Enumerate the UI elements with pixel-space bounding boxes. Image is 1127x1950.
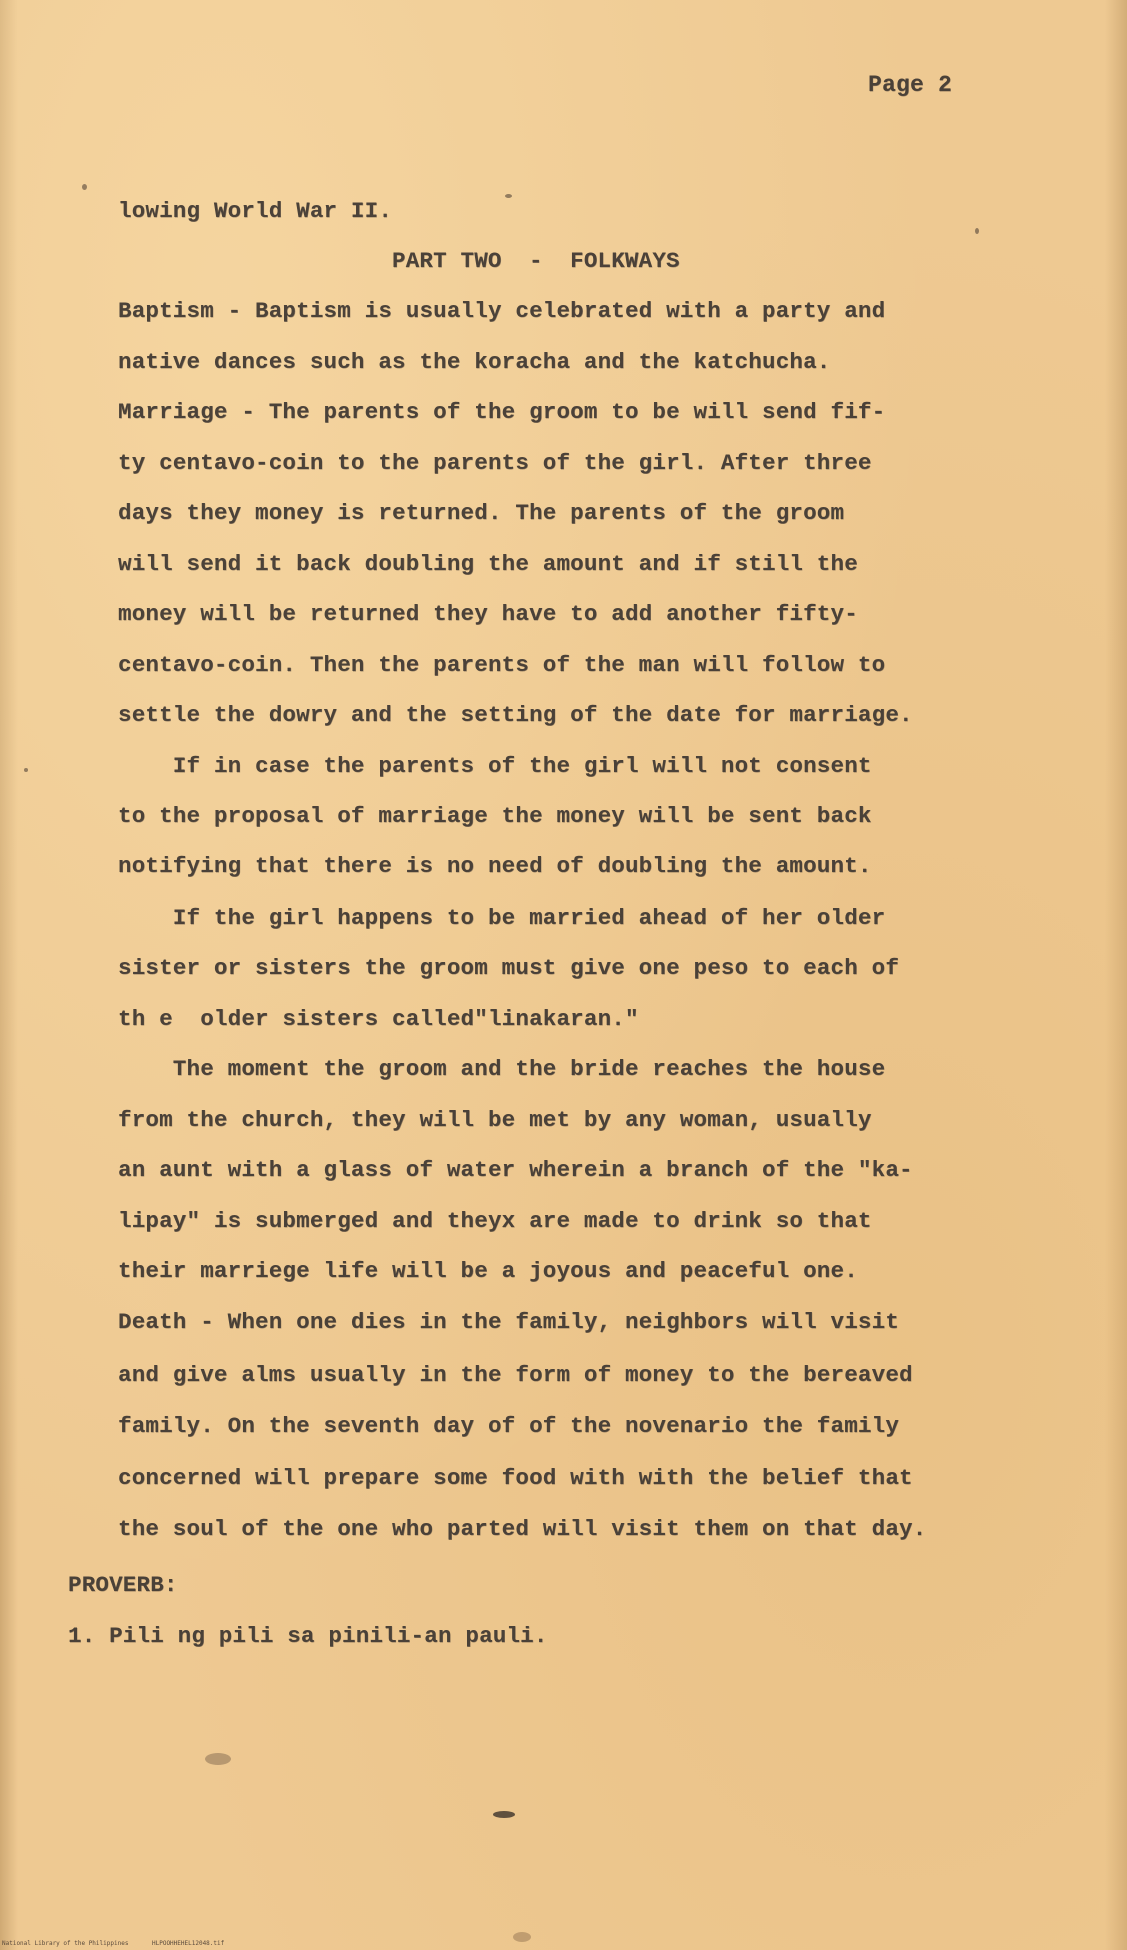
smudge-mark bbox=[513, 1932, 531, 1942]
body-line: their marriege life will be a joyous and peaceful one. bbox=[118, 1258, 858, 1284]
body-line: from the church, they will be met by any woman, usually bbox=[118, 1107, 872, 1133]
body-line: ty centavo-coin to the parents of the girl. After three bbox=[118, 450, 872, 476]
continuation-line: lowing World War II. bbox=[118, 198, 393, 224]
body-line: notifying that there is no need of doubling the amount. bbox=[118, 853, 872, 879]
body-line: If the girl happens to be married ahead of her older bbox=[118, 905, 886, 931]
body-line: the soul of the one who parted will visit them on that day. bbox=[118, 1516, 927, 1542]
body-line: money will be returned they have to add another fifty- bbox=[118, 601, 858, 627]
body-line: native dances such as the koracha and the katchucha. bbox=[118, 349, 831, 375]
body-line: sister or sisters the groom must give one peso to each of bbox=[118, 955, 900, 981]
smudge-mark bbox=[205, 1753, 231, 1765]
footer-file-id: HLPOOHHEHEL12048.tif bbox=[152, 1940, 225, 1947]
body-line: settle the dowry and the setting of the date for marriage. bbox=[118, 702, 913, 728]
body-line: Death - When one dies in the family, neighbors will visit bbox=[118, 1309, 900, 1335]
body-line: Baptism - Baptism is usually celebrated with a party and bbox=[118, 298, 886, 324]
ink-speck bbox=[493, 1811, 515, 1818]
body-line: centavo-coin. Then the parents of the man will follow to bbox=[118, 652, 886, 678]
body-line: th e older sisters called"linakaran." bbox=[118, 1006, 639, 1032]
proverb-item: 1. Pili ng pili sa pinili-an pauli. bbox=[68, 1623, 548, 1649]
section-heading: PART TWO - FOLKWAYS bbox=[392, 248, 680, 274]
body-line: an aunt with a glass of water wherein a branch of the "ka- bbox=[118, 1157, 913, 1183]
body-line: and give alms usually in the form of money to the bereaved bbox=[118, 1362, 913, 1388]
ink-speck bbox=[24, 768, 28, 772]
body-line: to the proposal of marriage the money will be sent back bbox=[118, 803, 872, 829]
body-line: family. On the seventh day of of the novenario the family bbox=[118, 1413, 900, 1439]
ink-speck bbox=[975, 228, 979, 234]
proverb-heading: PROVERB: bbox=[68, 1572, 178, 1598]
body-line: If in case the parents of the girl will not consent bbox=[118, 753, 872, 779]
body-line: The moment the groom and the bride reaches the house bbox=[118, 1056, 886, 1082]
body-line: lipay" is submerged and theyx are made to drink so that bbox=[118, 1208, 872, 1234]
footer-library-credit: National Library of the Philippines bbox=[2, 1940, 129, 1947]
body-line: days they money is returned. The parents of the groom bbox=[118, 500, 845, 526]
ink-speck bbox=[505, 194, 512, 198]
body-line: will send it back doubling the amount and if still the bbox=[118, 551, 858, 577]
body-line: Marriage - The parents of the groom to be will send fif- bbox=[118, 399, 886, 425]
body-line: concerned will prepare some food with with the belief that bbox=[118, 1465, 913, 1491]
page-number: Page 2 bbox=[868, 72, 953, 98]
ink-speck bbox=[82, 184, 87, 190]
